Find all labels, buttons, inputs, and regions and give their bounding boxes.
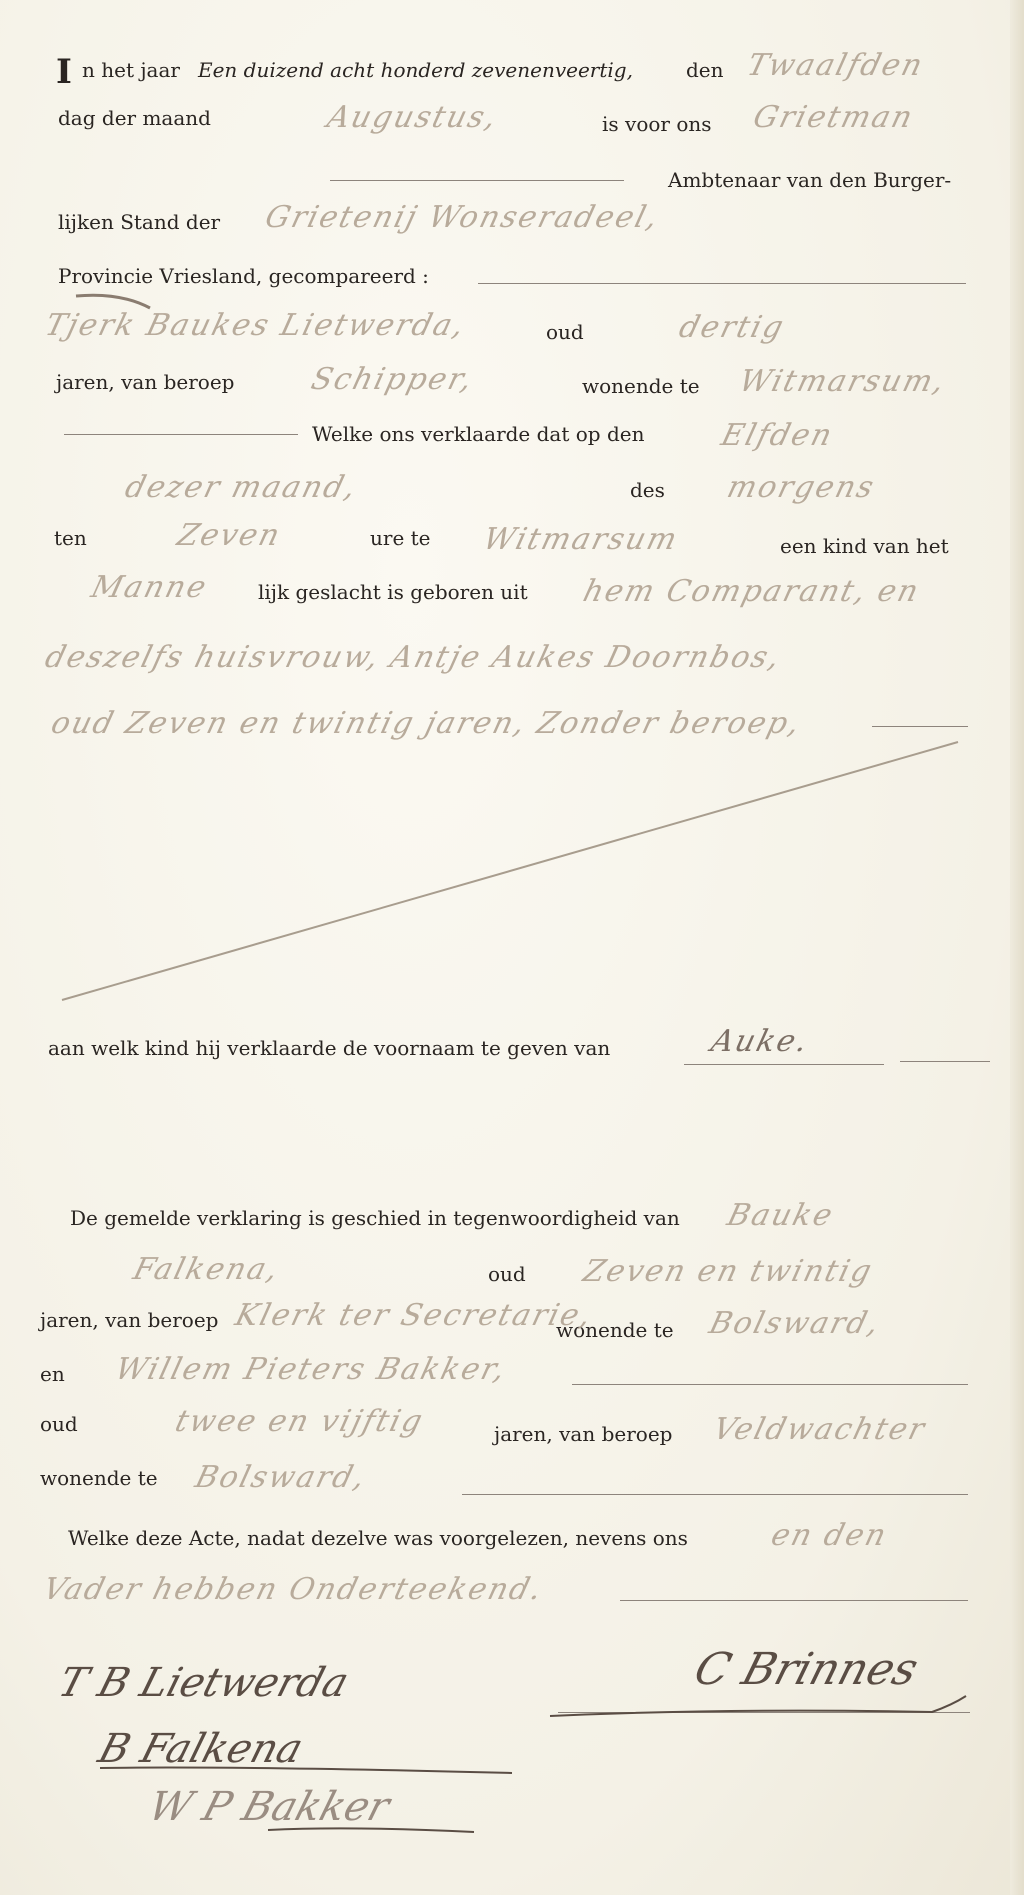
hw-father-age: dertig	[675, 310, 789, 345]
hw-witness1-first: Bauke	[723, 1198, 838, 1233]
printed-line-20: wonende te	[40, 1466, 158, 1490]
printed-line-1a: n het jaar	[82, 58, 180, 82]
hw-month: Augustus,	[323, 100, 502, 135]
hw-father-name: Tjerk Baukes Lietwerda,	[41, 308, 470, 343]
printed-line-7a: jaren, van beroep	[56, 370, 235, 394]
signature-witness1: B Falkena	[93, 1726, 308, 1772]
hw-official-title: Grietman	[749, 100, 918, 135]
printed-line-2a: dag der maand	[58, 106, 211, 130]
hw-time-of-day: morgens	[723, 470, 879, 505]
printed-line-10a: ten	[54, 526, 87, 550]
printed-line-19a: oud	[40, 1412, 78, 1436]
printed-line-15: De gemelde verklaring is geschied in tegenwoordigheid van	[70, 1206, 680, 1230]
hw-witness1-age: Zeven en twintig	[579, 1254, 877, 1289]
signature-father: T B Lietwerda	[53, 1660, 354, 1706]
printed-line-10b: ure te	[370, 526, 431, 550]
hw-sex: Manne	[87, 570, 212, 605]
hw-grietenij: Grietenij Wonseradeel,	[261, 200, 663, 235]
printed-line-19b: jaren, van beroep	[494, 1422, 673, 1446]
printed-line-21: Welke deze Acte, nadat dezelve was voorgelezen, nevens ons	[68, 1526, 688, 1550]
printed-line-17b: wonende te	[556, 1318, 674, 1342]
signature-witness2: W P Bakker	[143, 1784, 395, 1830]
printed-line-6: oud	[546, 320, 584, 344]
hw-closing-a: en den	[767, 1518, 892, 1553]
printed-line-3: Ambtenaar van den Burger-	[668, 168, 952, 192]
hw-witness1-last: Falkena,	[129, 1252, 284, 1287]
hw-mother-age-occ: oud Zeven en twintig jaren, Zonder beroep,	[47, 706, 805, 741]
hw-witness2-age: twee en vijftig	[171, 1404, 428, 1439]
hw-witness2-residence: Bolsward,	[191, 1460, 371, 1495]
hw-closing-b: Vader hebben Onderteekend.	[39, 1572, 547, 1607]
hw-witness2-occupation: Veldwachter	[709, 1412, 930, 1447]
hw-mother-line: deszelfs huisvrouw, Antje Aukes Doornbos,	[41, 640, 785, 675]
printed-line-18: en	[40, 1362, 65, 1386]
printed-line-2b: is voor ons	[602, 112, 712, 136]
hw-birth-day: Elfden	[717, 418, 838, 453]
printed-line-11: lijk geslacht is geboren uit	[258, 580, 528, 604]
initial-letter: I	[56, 52, 72, 92]
printed-line-5: Provincie Vriesland, gecompareerd :	[58, 264, 429, 288]
printed-line-1c: den	[686, 58, 724, 82]
hw-hour: Zeven	[173, 518, 285, 553]
hw-father-occupation: Schipper,	[307, 362, 478, 397]
printed-line-4: lijken Stand der	[58, 210, 221, 234]
hw-child-name: Auke.	[707, 1024, 813, 1059]
printed-line-17a: jaren, van beroep	[40, 1308, 219, 1332]
printed-line-10c: een kind van het	[780, 534, 949, 558]
printed-line-14: aan welk kind hij verklaarde de voornaam te geven van	[48, 1036, 611, 1060]
hw-day: Twaalfden	[743, 48, 928, 83]
hw-witness1-residence: Bolsward,	[705, 1306, 885, 1341]
printed-line-16: oud	[488, 1262, 526, 1286]
hw-witness1-occupation: Klerk ter Secretarie,	[231, 1298, 597, 1333]
hw-father-residence: Witmarsum,	[735, 364, 950, 399]
hw-mother-intro: hem Comparant, en	[579, 574, 924, 609]
hw-birth-month-ref: dezer maand,	[121, 470, 362, 505]
signature-official: C Brinnes	[688, 1644, 924, 1695]
printed-year: Een duizend acht honderd zevenenveertig,	[198, 58, 633, 82]
hw-witness2-name: Willem Pieters Bakker,	[111, 1352, 511, 1387]
printed-line-8: Welke ons verklaarde dat op den	[312, 422, 645, 446]
printed-line-7b: wonende te	[582, 374, 700, 398]
printed-line-9: des	[630, 478, 665, 502]
hw-birth-place: Witmarsum	[479, 522, 683, 557]
